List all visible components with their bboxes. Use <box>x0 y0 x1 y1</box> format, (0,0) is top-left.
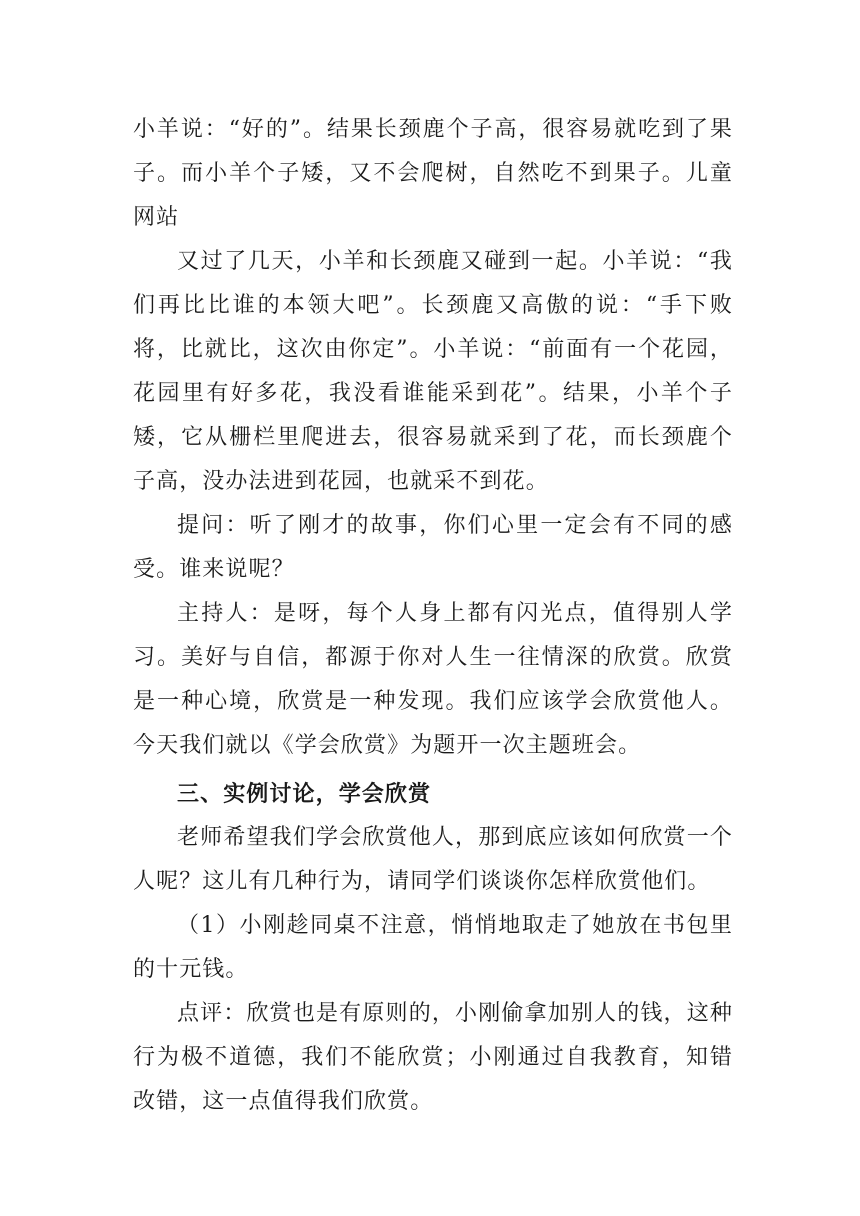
discussion-intro-paragraph: 老师希望我们学会欣赏他人，那到底应该如何欣赏一个人呢？这儿有几种行为，请同学们谈谈你怎样欣赏他们。 <box>133 825 733 894</box>
section-heading: 三、实例讨论，学会欣赏 <box>177 781 432 807</box>
story-paragraph-2: 又过了几天，小羊和长颈鹿又碰到一起。小羊说：“我们再比比谁的本领大吧”。长颈鹿又高傲的说：“手下败将，比就比，这次由你定”。小羊说：“前面有一个花园，花园里有好多花，我没看谁能采到花”。结果，小羊个子矮，它从栅栏里爬进去，很容易就采到了花，而长颈鹿个子高，没办法进到花园，也就采不到花。 <box>133 249 733 494</box>
comment-paragraph: 点评：欣赏也是有原则的，小刚偷拿加别人的钱，这种行为极不道德，我们不能欣赏；小刚通过自我教育，知错改错，这一点值得我们欣赏。 <box>133 1001 733 1114</box>
example-1-paragraph: （1）小刚趁同桌不注意，悄悄地取走了她放在书包里的十元钱。 <box>133 913 733 982</box>
question-paragraph: 提问：听了刚才的故事，你们心里一定会有不同的感受。谁来说呢？ <box>133 513 733 582</box>
host-paragraph: 主持人：是呀，每个人身上都有闪光点，值得别人学习。美好与自信，都源于你对人生一往情深的欣赏。欣赏是一种心境，欣赏是一种发现。我们应该学会欣赏他人。今天我们就以《学会欣赏》为题开一次主题班会。 <box>133 601 733 758</box>
story-paragraph-1: 小羊说：“好的”。结果长颈鹿个子高，很容易就吃到了果子。而小羊个子矮，又不会爬树，自然吃不到果子。儿童网站 <box>133 117 733 230</box>
document-page <box>133 108 733 1124</box>
